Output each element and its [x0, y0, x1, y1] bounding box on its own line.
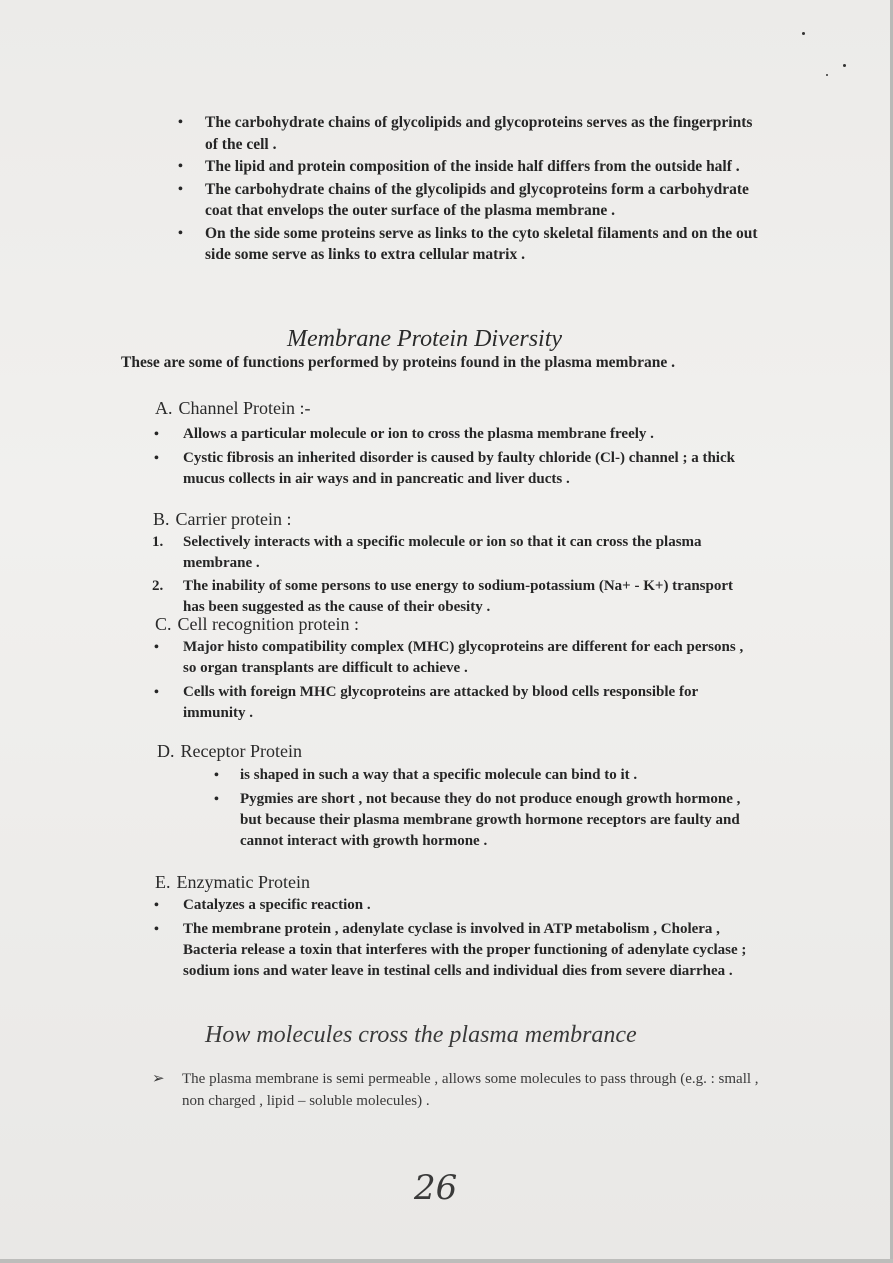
- list-item: [150, 576, 755, 618]
- speck-mark: [802, 32, 805, 35]
- section-title-protein-diversity: Membrane Protein Diversity: [287, 326, 563, 352]
- subheading-letter: A.: [155, 398, 173, 418]
- speck-mark: [843, 64, 846, 67]
- subheading-text: Receptor Protein: [180, 741, 302, 761]
- cell-recognition-list: [150, 637, 755, 727]
- list-item: • is shaped in such a way that a specific molecule can bind to it .: [210, 765, 755, 786]
- list-item: • Catalyzes a specific reaction .: [150, 895, 755, 916]
- arrow-bullet-icon: ➢: [152, 1071, 165, 1087]
- list-item: • The carbohydrate chains of glycolipids and glycoproteins serves as the fingerprints of the cell .: [178, 112, 758, 155]
- list-item: • Cells with foreign MHC glycoproteins are attacked by blood cells responsible for immunity .: [150, 682, 755, 724]
- subheading-text: Carrier protein :: [175, 509, 292, 529]
- channel-protein-list: [150, 424, 755, 493]
- subheading-letter: D.: [157, 741, 175, 761]
- arrow-point-text: The plasma membrane is semi permeable , allows some molecules to pass through (e.g. : small , non charged , lipid – soluble molecules) .: [182, 1071, 759, 1109]
- section-intro: These are some of functions performed by proteins found in the plasma membrane .: [121, 354, 675, 371]
- section-title-cross-membrane: How molecules cross the plasma membrance: [205, 1022, 637, 1048]
- subheading-text: Enzymatic Protein: [176, 872, 310, 892]
- arrow-point: [152, 1068, 762, 1112]
- subheading-carrier-protein: [153, 509, 291, 530]
- subheading-text: Cell recognition protein :: [177, 614, 359, 634]
- top-bullet-list: [178, 112, 758, 267]
- list-item: • The membrane protein , adenylate cyclase is involved in ATP metabolism , Cholera , Bacteria release a toxin that interferes with the proper functioning of adenylate cyclase ; sodium ions and water leave in testinal cells and individual dies from severe diarrhea .: [150, 919, 755, 982]
- list-item: • Pygmies are short , not because they do not produce enough growth hormone , but because their plasma membrane growth hormone receptors are faulty and cannot interact with growth hormone .: [210, 789, 755, 852]
- page-number: 26: [414, 1168, 458, 1208]
- list-number: 1.: [152, 534, 164, 550]
- subheading-channel-protein: [155, 398, 310, 419]
- list-item: • On the side some proteins serve as links to the cyto skeletal filaments and on the out side some serve as links to extra cellular matrix .: [178, 223, 758, 266]
- subheading-text: Channel Protein :-: [178, 398, 311, 418]
- list-item: [150, 532, 755, 574]
- list-item: • Allows a particular molecule or ion to cross the plasma membrane freely .: [150, 424, 755, 445]
- subheading-receptor-protein: [157, 741, 302, 762]
- list-item-text: The inability of some persons to use energy to sodium-potassium (Na+ - K+) transport has been suggested as the cause of their obesity .: [183, 578, 734, 615]
- speck-mark: [826, 74, 828, 76]
- subheading-letter: C.: [155, 614, 172, 634]
- subheading-letter: E.: [155, 872, 171, 892]
- page-edge-bottom: [0, 1259, 893, 1263]
- list-item: • Major histo compatibility complex (MHC) glycoproteins are different for each persons , so organ transplants are difficult to achieve .: [150, 637, 755, 679]
- subheading-enzymatic-protein: [155, 872, 310, 893]
- subheading-cell-recognition: [155, 614, 359, 635]
- carrier-protein-list: [150, 532, 755, 620]
- list-item: • Cystic fibrosis an inherited disorder is caused by faulty chloride (Cl-) channel ; a thick mucus collects in air ways and in pancreatic and liver ducts .: [150, 448, 755, 490]
- list-item-text: Selectively interacts with a specific molecule or ion so that it can cross the plasma membrane .: [183, 534, 702, 571]
- receptor-protein-list: [210, 765, 755, 855]
- enzymatic-protein-list: [150, 895, 755, 985]
- list-item: • The lipid and protein composition of the inside half differs from the outside half .: [178, 156, 758, 178]
- list-item: • The carbohydrate chains of the glycolipids and glycoproteins form a carbohydrate coat that envelops the outer surface of the plasma membrane .: [178, 179, 758, 222]
- list-number: 2.: [152, 578, 164, 594]
- subheading-letter: B.: [153, 509, 170, 529]
